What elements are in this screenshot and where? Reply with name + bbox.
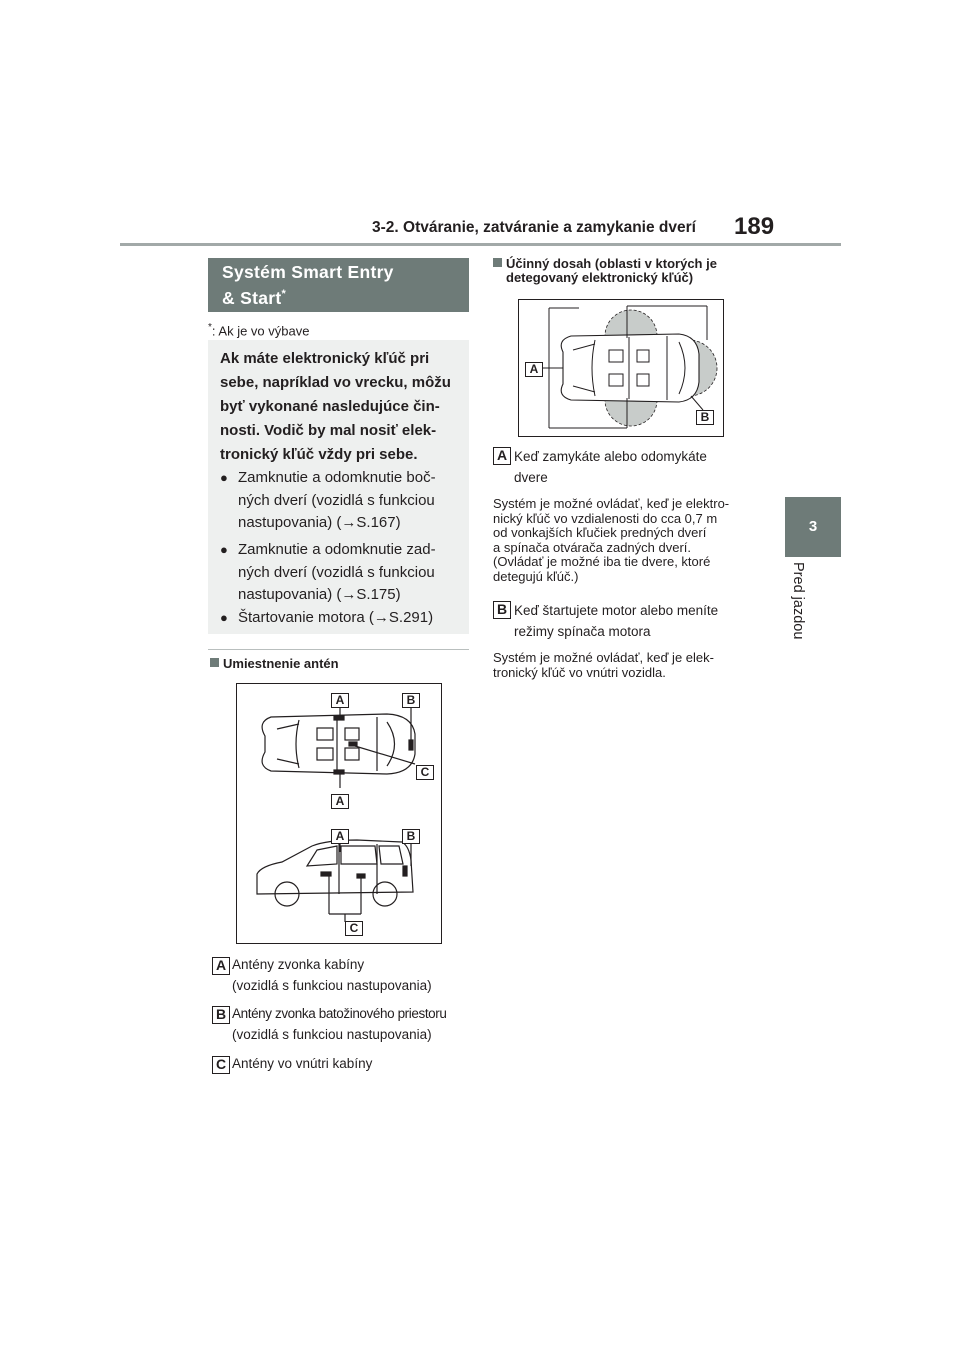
footnote: [208, 322, 309, 338]
info-item-line: Zamknutie a odomknutie boč-: [238, 469, 436, 486]
info-item-line: nastupovania) (→S.167): [238, 514, 401, 531]
chapter-tab: 3: [785, 497, 841, 557]
section-heading: [208, 258, 469, 312]
figure-label: B: [402, 829, 420, 844]
range-figure: [518, 299, 724, 437]
legend-text: Antény zvonka kabíny (vozidlá s funkciou nastupovania): [232, 957, 432, 993]
divider: [208, 649, 469, 650]
legend-letter: A: [493, 447, 511, 465]
legend-text: Antény vo vnútri kabíny: [232, 1056, 373, 1071]
antenna-figure: [236, 683, 442, 944]
legend-letter: C: [212, 1056, 230, 1074]
footnote-text: : Ak je vo výbave: [211, 323, 310, 339]
info-lead: [220, 347, 465, 467]
range-item-body: Systém je možné ovládať, keď je elek- tronický kľúč vo vnútri vozidla.: [493, 650, 714, 680]
bullet-icon: ●: [220, 610, 228, 625]
info-item-line: Štartovanie motora (→S.291): [238, 609, 434, 626]
info-item-line: ných dverí (vozidlá s funkciou: [238, 563, 435, 581]
section-heading-line1: Systém Smart Entry: [222, 262, 394, 282]
info-lead-line: tronický kľúč vždy pri sebe.: [220, 446, 418, 463]
section-title: 3-2. Otváranie, zatváranie a zamykanie dverí: [372, 219, 696, 236]
section-heading-line2: & Start*: [222, 287, 287, 308]
legend-text: Antény zvonka batožinového priestoru (vozidlá s funkciou nastupovania): [232, 1006, 447, 1042]
legend-letter: B: [493, 601, 511, 619]
range-item-title: Keď zamykáte alebo odomykáte dvere: [514, 449, 707, 485]
info-item: [220, 607, 478, 630]
info-lead-line: nosti. Vodič by mal nosiť elek-: [220, 422, 437, 439]
bullet-icon: ●: [220, 470, 228, 485]
chapter-label-text: Pred jazdou: [790, 562, 806, 640]
section-heading-mark: *: [281, 288, 287, 300]
figure-label: A: [331, 693, 349, 708]
info-item-line: ných dverí (vozidlá s funkciou: [238, 491, 435, 509]
legend-letter: B: [212, 1006, 230, 1024]
figure-label: A: [525, 362, 543, 377]
info-lead-line: byť vykonané nasledujúce čin-: [220, 398, 440, 415]
chapter-label: [776, 562, 816, 682]
legend-letter: A: [212, 957, 230, 975]
square-marker-icon: [210, 658, 219, 667]
info-item: [220, 539, 478, 607]
figure-label: C: [416, 765, 434, 780]
range-diagram: [519, 300, 723, 436]
page-number: 189: [734, 213, 775, 240]
figure-label: B: [696, 410, 714, 425]
info-lead-line: sebe, napríklad vo vrecku, môžu: [220, 374, 451, 391]
square-marker-icon: [493, 258, 502, 267]
antenna-heading: Umiestnenie antén: [210, 657, 339, 671]
footnote-mark: *: [208, 322, 212, 333]
figure-label: B: [402, 693, 420, 708]
antenna-diagram: [237, 684, 441, 943]
figure-label: C: [345, 921, 363, 936]
bullet-icon: ●: [220, 542, 228, 557]
figure-label: A: [331, 829, 349, 844]
header-rule: [120, 243, 841, 246]
range-heading: Účinný dosah (oblasti v ktorých je detegovaný elektronický kľúč): [493, 257, 753, 285]
info-lead-line: Ak máte elektronický kľúč pri: [220, 350, 430, 367]
info-item: [220, 467, 478, 535]
range-item-title: Keď štartujete motor alebo meníte režimy spínača motora: [514, 603, 719, 639]
info-item-line: nastupovania) (→S.175): [238, 586, 401, 603]
info-item-line: Zamknutie a odomknutie zad-: [238, 541, 436, 558]
range-item-body: Systém je možné ovládať, keď je elektro- nický kľúč vo vzdialenosti do cca 0,7 m od vonkajších kľučiek predných dverí a spínača otvárača zadných dverí. (Ovládať je možné iba tie dvere, ktoré detegujú kľúč.): [493, 496, 730, 584]
figure-label: A: [331, 794, 349, 809]
